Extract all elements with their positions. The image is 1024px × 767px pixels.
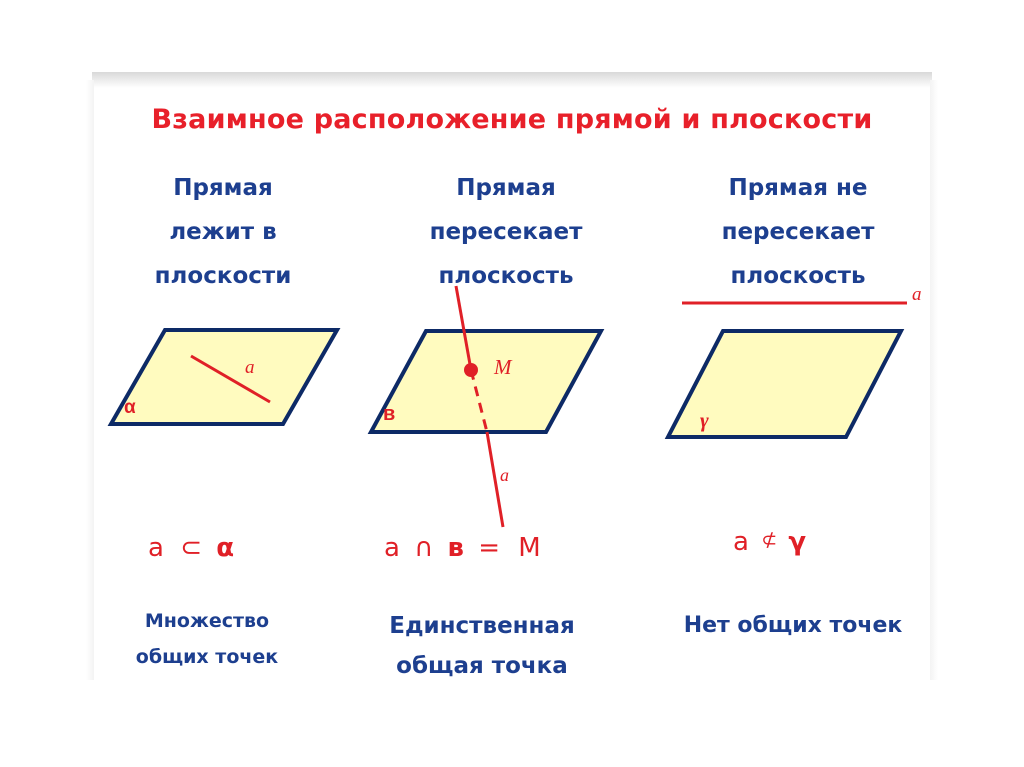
diagram-line-in-plane — [111, 330, 337, 424]
plane-label-beta: в — [383, 403, 396, 425]
heading-line: Прямая — [173, 175, 273, 201]
heading-line: пересекает — [721, 219, 875, 245]
plane-beta — [371, 331, 601, 432]
heading-line: Прямая не — [728, 175, 868, 201]
heading-line: лежит в — [169, 219, 277, 245]
formula-operator: ∩ — [414, 533, 434, 563]
formula-right: α — [216, 533, 235, 563]
description-single-common-point — [357, 606, 607, 686]
formula-intersection — [384, 533, 541, 563]
formula-subset — [148, 533, 234, 563]
formula-operator: ⊄ — [761, 529, 778, 551]
heading-line: плоскость — [438, 263, 574, 289]
description-line: Единственная — [389, 613, 575, 639]
formula-result: M — [518, 533, 541, 563]
point-label-m: M — [494, 355, 512, 379]
formula-left: a — [148, 533, 164, 563]
heading-line: плоскость — [730, 263, 866, 289]
formula-not-subset — [733, 527, 806, 557]
description-many-common-points — [97, 603, 317, 675]
line-label-a: a — [245, 357, 255, 378]
plane-label-alpha: α — [124, 397, 136, 418]
heading-line: Прямая — [456, 175, 556, 201]
slide-title: Взаимное расположение прямой и плоскости — [151, 104, 873, 135]
intersection-point-m — [464, 363, 478, 377]
line-label-a: a — [500, 465, 509, 485]
description-no-common-points — [648, 606, 938, 646]
formula-equals: = — [478, 533, 501, 563]
diagram-line-intersects-plane — [371, 286, 601, 527]
line-label-a: a — [912, 284, 922, 305]
description-line: общих точек — [135, 646, 279, 668]
diagram-line-not-intersect-plane — [668, 284, 922, 437]
description-line: Нет общих точек — [683, 613, 903, 638]
plane-alpha — [111, 330, 337, 424]
heading-line: пересекает — [429, 219, 583, 245]
plane-label-gamma: γ — [700, 408, 709, 432]
heading-line: плоскости — [154, 263, 292, 289]
formula-operator: ⊂ — [180, 533, 202, 563]
formula-right: в — [447, 533, 464, 563]
formula-right: γ — [788, 527, 807, 557]
formula-left: a — [384, 533, 400, 563]
description-line: Множество — [144, 610, 270, 632]
formula-left: a — [733, 527, 749, 557]
description-line: общая точка — [396, 653, 568, 679]
